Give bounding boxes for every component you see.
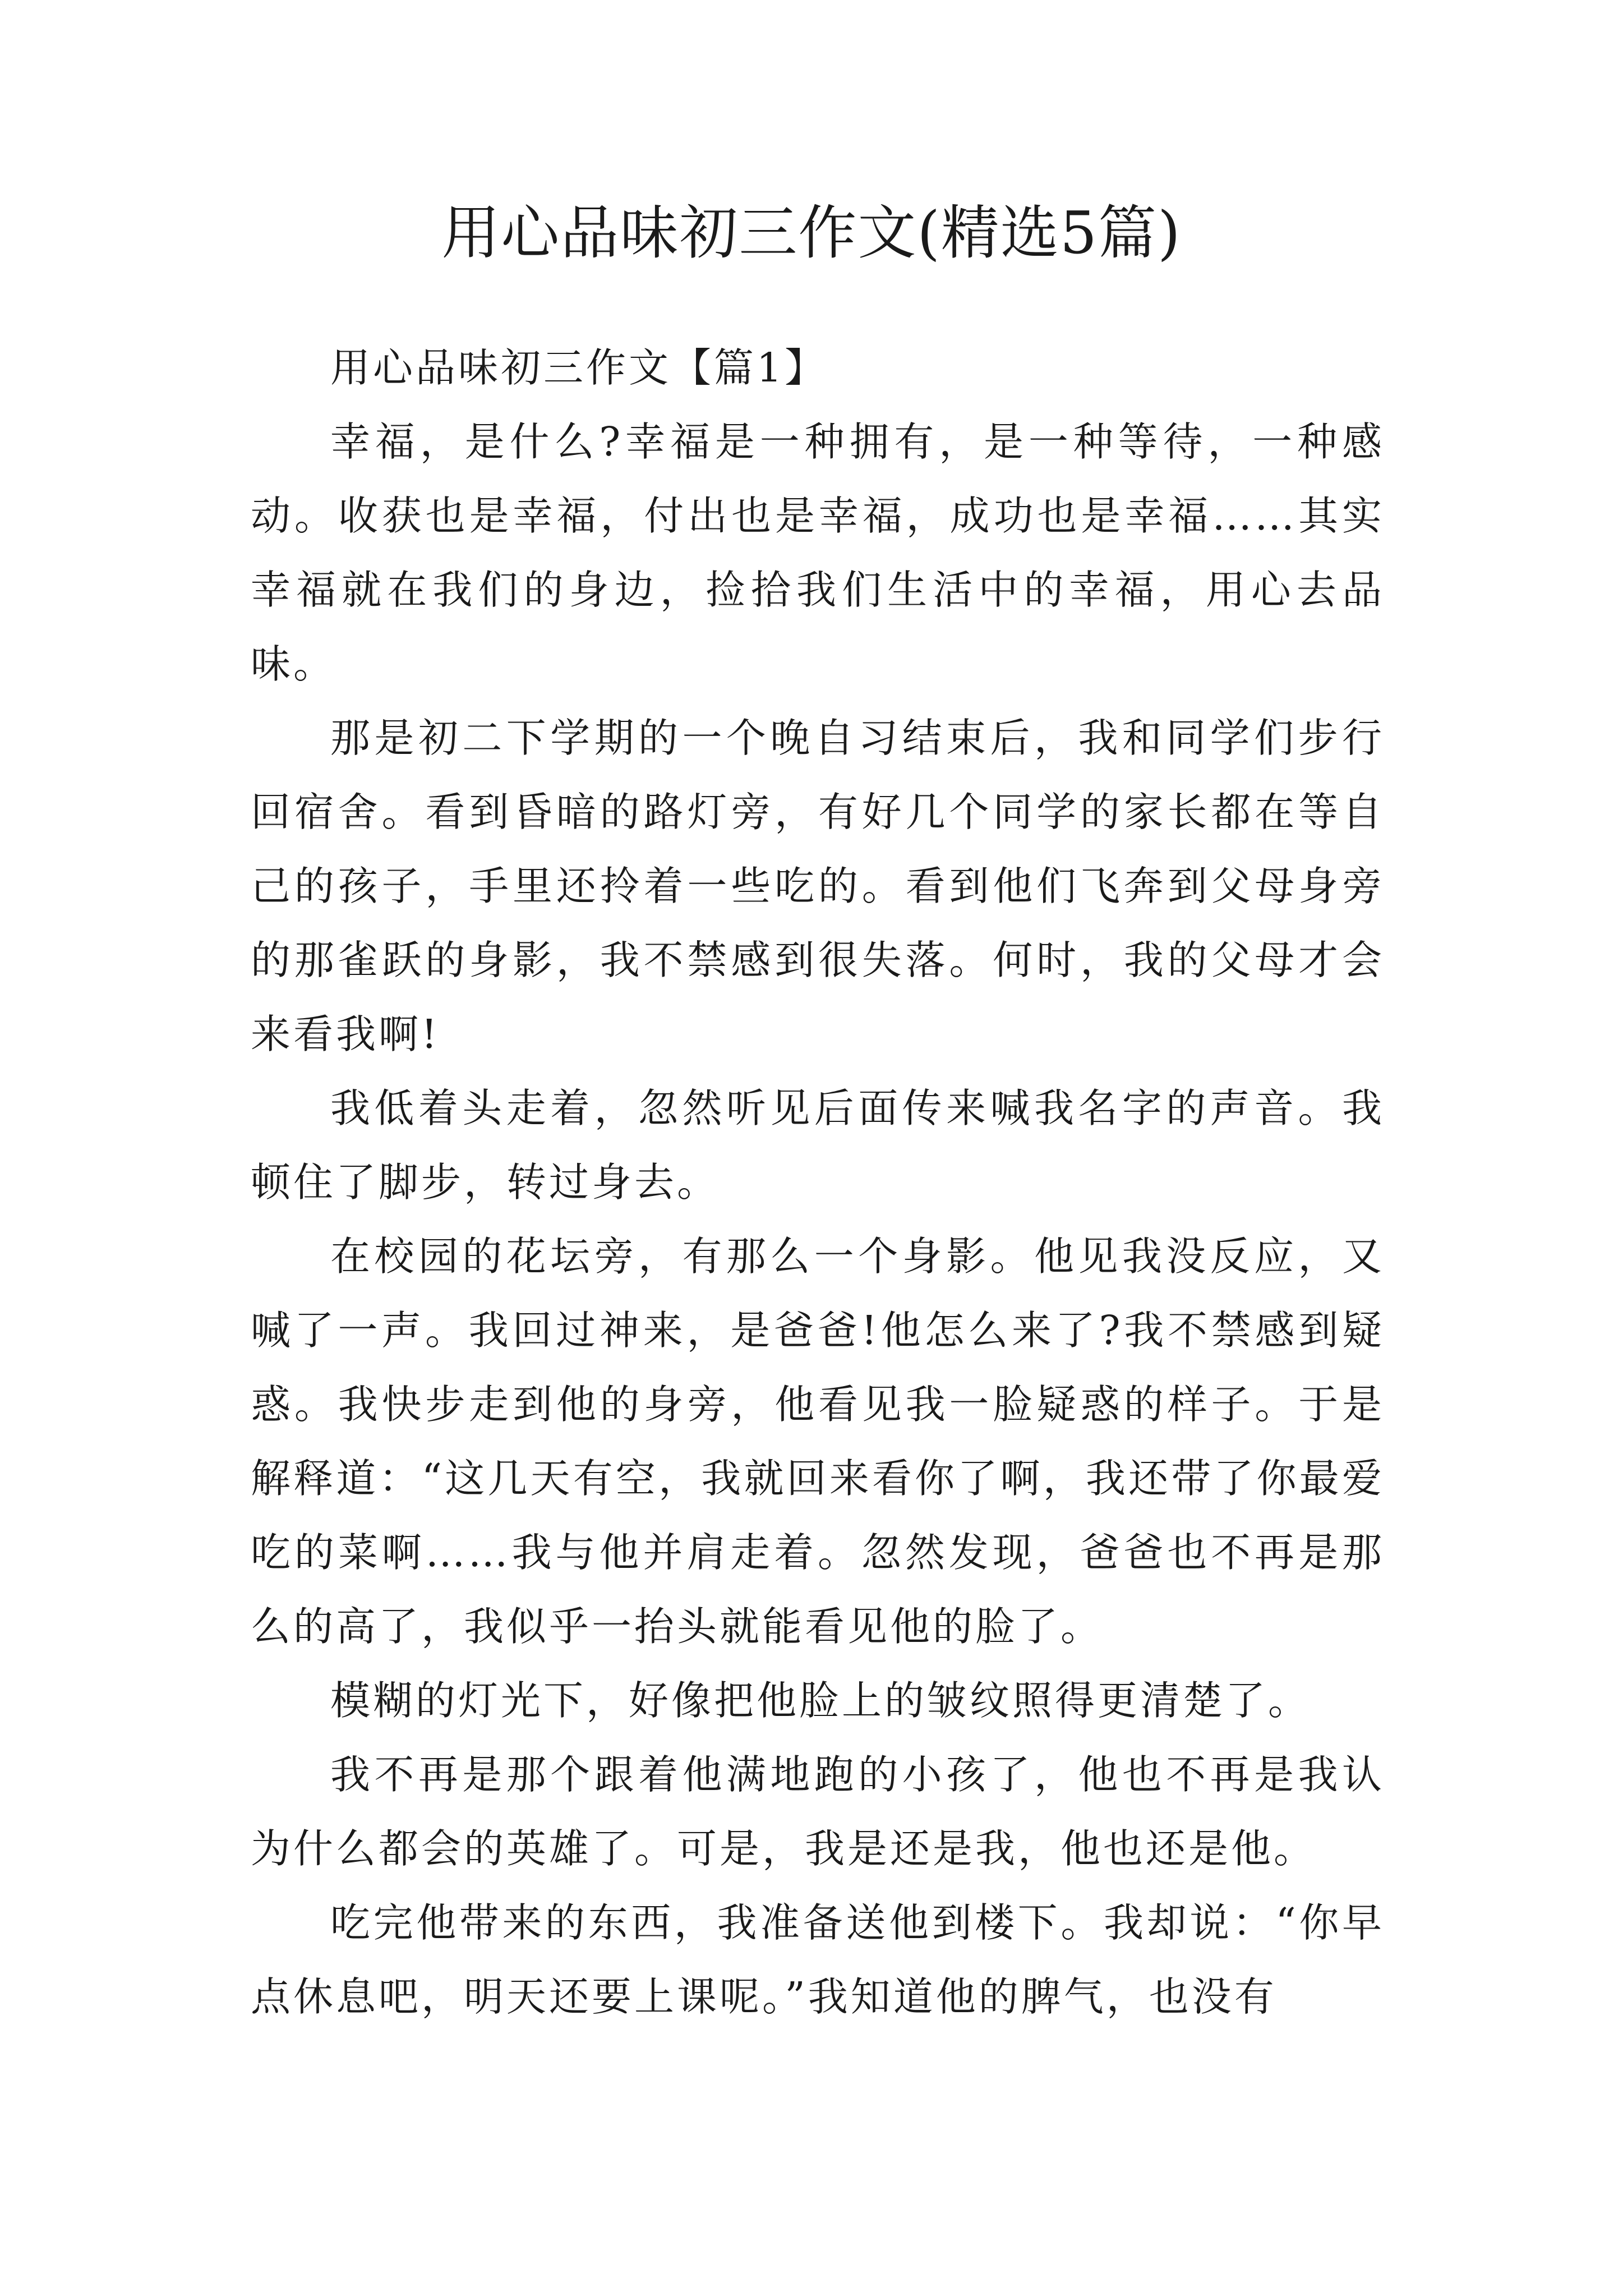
section-heading: 用心品味初三作文【篇1】	[330, 344, 828, 391]
paragraph: 吃完他带来的东西，我准备送他到楼下。我却说：“你早点休息吧，明天还要上课呢。”我知道他的脾气，也没有	[251, 1899, 1385, 2020]
paragraph: 我不再是那个跟着他满地跑的小孩了，他也不再是我认为什么都会的英雄了。可是，我是还是我，他也还是他。	[251, 1751, 1385, 1872]
paragraph: 那是初二下学期的一个晚自习结束后，我和同学们步行回宿舍。看到昏暗的路灯旁，有好几个同学的家长都在等自己的孩子，手里还拎着一些吃的。看到他们飞奔到父母身旁的那雀跃的身影，我不禁感到很失落。何时，我的父母才会来看我啊!	[251, 715, 1385, 1057]
document-body	[251, 331, 1385, 2034]
paragraph: 在校园的花坛旁，有那么一个身影。他见我没反应，又喊了一声。我回过神来，是爸爸!他怎么来了?我不禁感到疑惑。我快步走到他的身旁，他看见我一脸疑惑的样子。于是解释道：“这几天有空，我就回来看你了啊，我还带了你最爱吃的菜啊……我与他并肩走着。忽然发现，爸爸也不再是那么的高了，我似乎一抬头就能看见他的脸了。	[251, 1233, 1385, 1650]
paragraph: 我低着头走着，忽然听见后面传来喊我名字的声音。我顿住了脚步，转过身去。	[251, 1085, 1385, 1205]
paragraph: 模糊的灯光下，好像把他脸上的皱纹照得更清楚了。	[330, 1677, 1311, 1724]
document-title: 用心品味初三作文(精选5篇)	[441, 199, 1182, 267]
paragraph: 幸福，是什么?幸福是一种拥有，是一种等待，一种感动。收获也是幸福，付出也是幸福，成功也是幸福……其实幸福就在我们的身边，捡拾我们生活中的幸福，用心去品味。	[251, 418, 1385, 687]
